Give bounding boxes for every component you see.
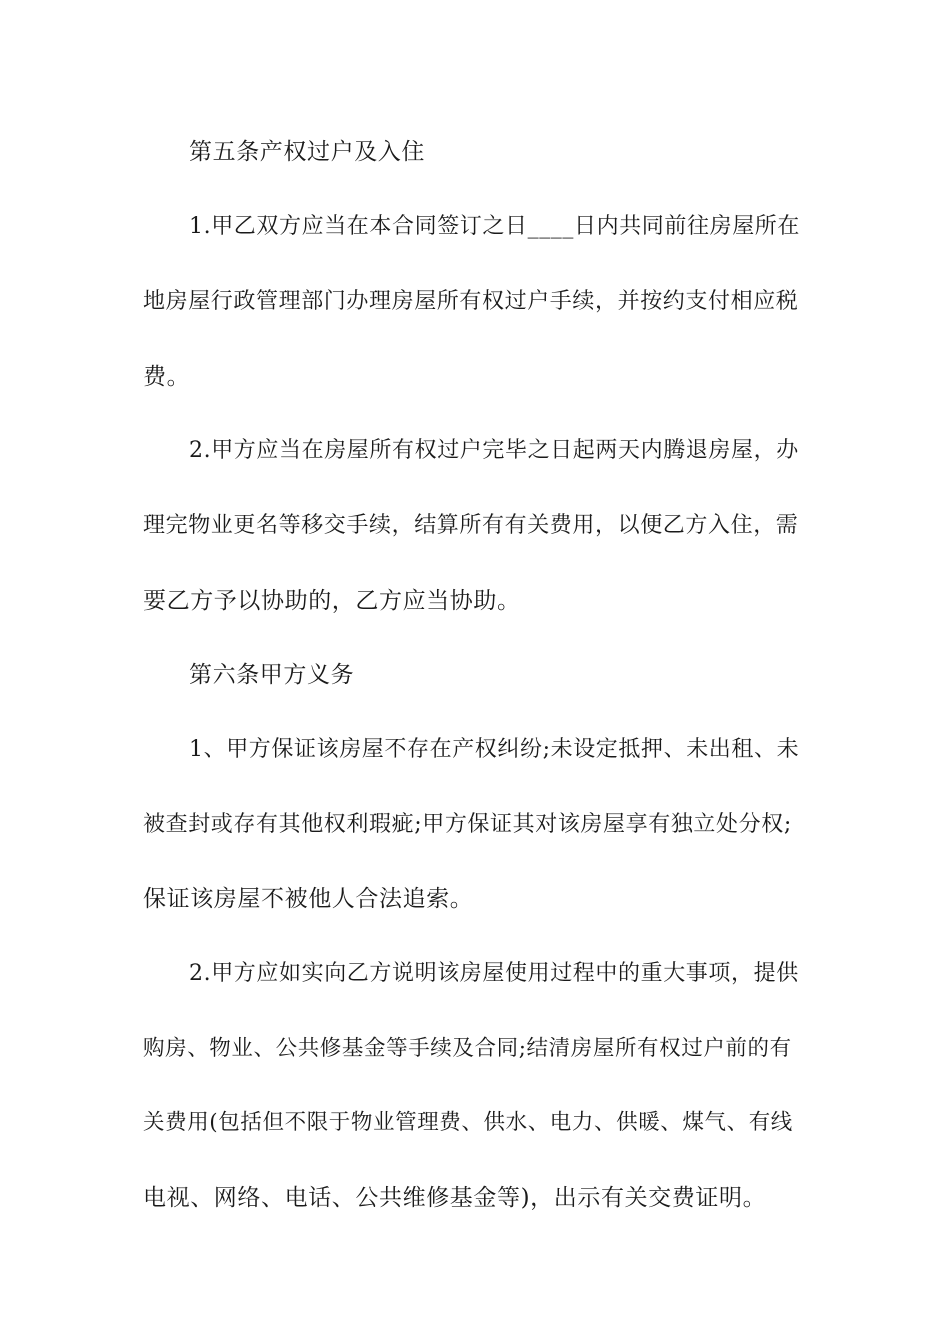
section-6-p2-line4: 电视、网络、电话、公共维修基金等)，出示有关交费证明。 — [143, 1185, 767, 1211]
section-6-p1-line1: 1、甲方保证该房屋不存在产权纠纷;未设定抵押、未出租、未 — [189, 737, 800, 762]
section-5-p2-line3: 要乙方予以协助的，乙方应当协助。 — [143, 588, 521, 614]
section-5-p1-line2: 地房屋行政管理部门办理房屋所有权过户手续，并按约支付相应税 — [143, 289, 799, 314]
section-6-p1-line3: 保证该房屋不被他人合法追索。 — [143, 886, 474, 912]
section-5-p1-line3: 费。 — [143, 364, 191, 390]
section-5-p1-line1: 1.甲乙双方应当在本合同签订之日____日内共同前往房屋所在 — [189, 214, 800, 239]
section-6-p1-line2: 被查封或存有其他权利瑕疵;甲方保证其对该房屋享有独立处分权; — [143, 812, 792, 837]
section-6-heading: 第六条甲方义务 — [189, 662, 355, 688]
section-6-p2-line1: 2.甲方应如实向乙方说明该房屋使用过程中的重大事项，提供 — [189, 961, 799, 986]
section-5-p2-line2: 理完物业更名等移交手续，结算所有有关费用，以便乙方入住，需 — [143, 513, 799, 538]
section-5-heading: 第五条产权过户及入住 — [189, 139, 425, 165]
section-5-p2-line1: 2.甲方应当在房屋所有权过户完毕之日起两天内腾退房屋，办 — [189, 438, 799, 463]
section-6-p2-line3: 关费用(包括但不限于物业管理费、供水、电力、供暖、煤气、有线 — [143, 1110, 793, 1135]
section-6-p2-line2: 购房、物业、公共修基金等手续及合同;结清房屋所有权过户前的有 — [143, 1036, 792, 1061]
